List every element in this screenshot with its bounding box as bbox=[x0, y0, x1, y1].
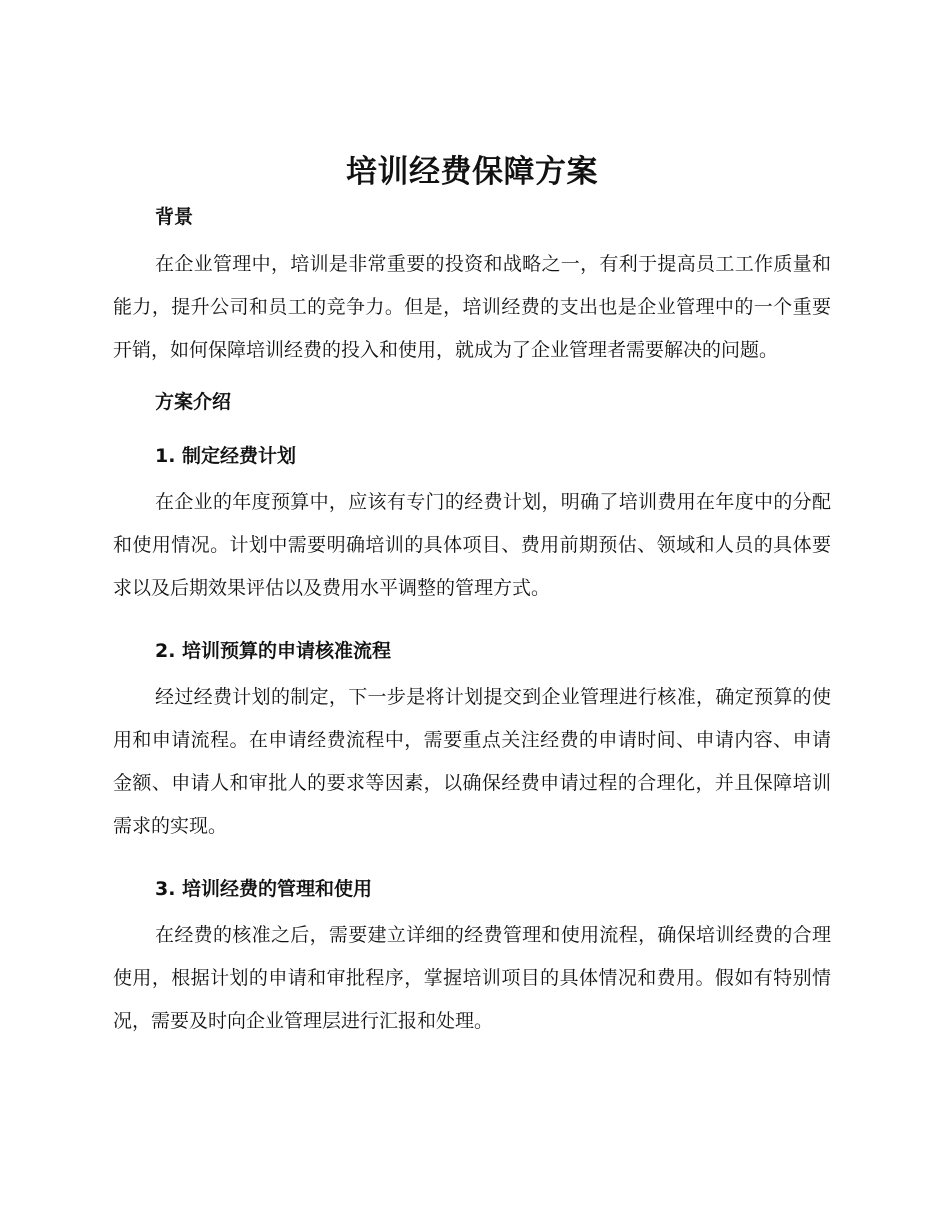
document-title: 培训经费保障方案 bbox=[346, 154, 598, 190]
section-heading-plan: 方案介绍 bbox=[155, 391, 232, 413]
paragraph-item-2: 经过经费计划的制定，下一步是将计划提交到企业管理进行核准，确定预算的使用和申请流程。在申请经费流程中，需要重点关注经费的申请时间、申请内容、申请金额、申请人和审批人的要求等因素，以确保经费申请过程的合理化，并且保障培训需求的实现。 bbox=[113, 686, 831, 837]
section-heading-item-1: 1. 制定经费计划 bbox=[155, 445, 297, 467]
section-heading-item-2: 2. 培训预算的申请核准流程 bbox=[155, 640, 392, 662]
paragraph-item-3: 在经费的核准之后，需要建立详细的经费管理和使用流程，确保培训经费的合理使用，根据计划的申请和审批程序，掌握培训项目的具体情况和费用。假如有特别情况，需要及时向企业管理层进行汇报和处理。 bbox=[113, 924, 831, 1032]
section-heading-background: 背景 bbox=[155, 206, 194, 228]
section-heading-item-3: 3. 培训经费的管理和使用 bbox=[155, 878, 373, 900]
document-content bbox=[113, 148, 831, 1043]
paragraph-item-1: 在企业的年度预算中，应该有专门的经费计划，明确了培训费用在年度中的分配和使用情况。计划中需要明确培训的具体项目、费用前期预估、领域和人员的具体要求以及后期效果评估以及费用水平调整的管理方式。 bbox=[113, 491, 831, 599]
paragraph-background: 在企业管理中，培训是非常重要的投资和战略之一，有利于提高员工工作质量和能力，提升公司和员工的竞争力。但是，培训经费的支出也是企业管理中的一个重要开销，如何保障培训经费的投入和使用，就成为了企业管理者需要解决的问题。 bbox=[113, 253, 831, 361]
